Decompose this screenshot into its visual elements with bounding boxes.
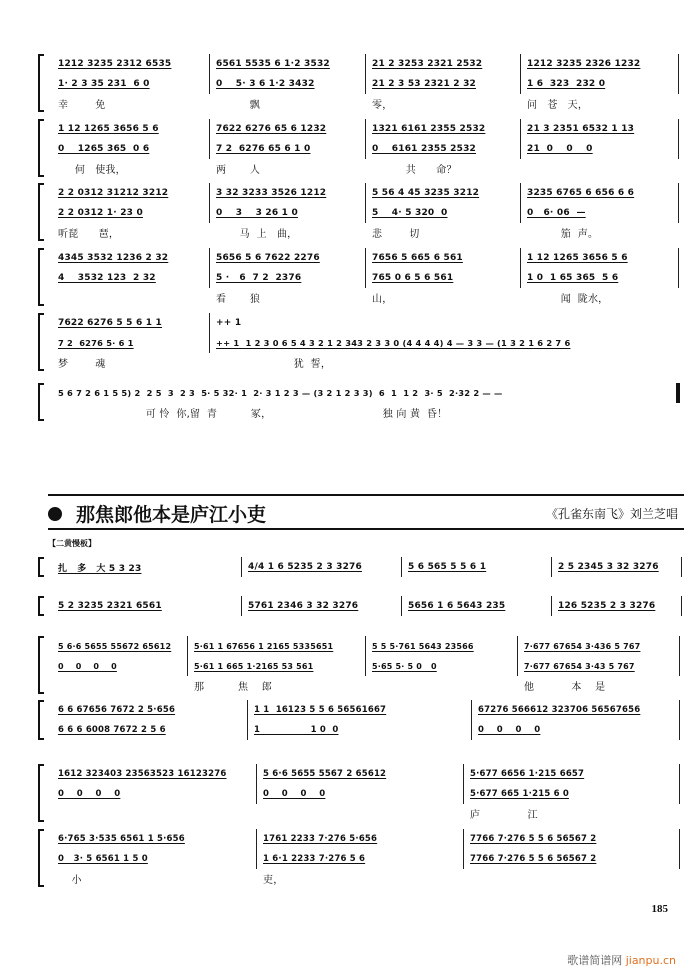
upper-staff xyxy=(52,313,680,333)
lyric: 零， xyxy=(372,99,393,111)
measure: 21 0 0 0 xyxy=(521,139,679,159)
measure: 0 3 3 26 1 0 xyxy=(210,203,366,223)
system-bracket xyxy=(38,764,44,822)
system-bracket xyxy=(38,248,44,306)
measure: 21 2 3 53 2321 2 32 xyxy=(366,74,521,94)
measure: 5 6·6 5655 5567 2 65612 xyxy=(257,764,464,784)
upper-staff xyxy=(52,183,680,203)
measure: 1612 323403 23563523 16123276 xyxy=(52,764,257,784)
lyrics xyxy=(52,159,680,177)
measure: 1212 3235 2326 1232 xyxy=(521,54,679,74)
page-number: 185 xyxy=(651,903,668,915)
lyric: 庐 江 xyxy=(470,809,538,821)
measure: 7 2 6276 65 6 1 0 xyxy=(210,139,366,159)
lyric: 何 使我， xyxy=(58,164,126,176)
measure: 6 6 67656 7672 2 5·656 xyxy=(52,700,248,720)
measure: 1 1 16123 5 5 6 56561667 xyxy=(248,700,472,720)
score-system-8 xyxy=(38,596,680,616)
lyric: 看 狼 xyxy=(216,293,261,305)
score-system-7 xyxy=(38,557,680,577)
measure: 5 6 7 2 6 1 5 5) 2 2 5 3 2 3 5· 5 32· 1 2· 3 1 2 3 — (3 2 1 2 3 3) 6 1 1 2 3· 5 2·32 2 — — xyxy=(52,383,680,403)
measure: 扎 多 大 5 3 23 xyxy=(52,557,242,577)
divider xyxy=(48,494,684,496)
score-system-10 xyxy=(38,700,680,740)
lyrics xyxy=(52,223,680,241)
system-bracket xyxy=(38,700,44,740)
measure: 7622 6276 65 6 1232 xyxy=(210,119,366,139)
measure: 21 2 3253 2321 2532 xyxy=(366,54,521,74)
upper-staff xyxy=(52,636,680,656)
system-bracket xyxy=(38,636,44,694)
measure: 5 6·6 5655 55672 65612 xyxy=(52,636,188,656)
lyrics xyxy=(52,94,680,112)
measure: 7 2 6276 5· 6 1 xyxy=(52,333,210,353)
lyric: 那 焦 郎 xyxy=(194,681,272,693)
measure: 5 4· 5 320 0 xyxy=(366,203,521,223)
measure: 6561 5535 6 1·2 3532 xyxy=(210,54,366,74)
system-bracket xyxy=(38,183,44,241)
lower-staff xyxy=(52,656,680,676)
lyric: 马 上 曲， xyxy=(216,228,298,240)
measure: 5·677 665 1·215 6 0 xyxy=(464,784,680,804)
lyric: 可 怜 你,留 青 冢， 独 向 黄 昏！ xyxy=(58,408,448,420)
lyric: 吏， xyxy=(263,874,284,886)
lyric: 悲 切 xyxy=(372,228,420,240)
measure: 67276 566612 323706 56567656 xyxy=(472,700,680,720)
lower-staff xyxy=(52,720,680,740)
lyric xyxy=(52,676,188,694)
lower-staff xyxy=(52,784,680,804)
lyric: 小 xyxy=(58,874,82,886)
watermark-cn: 歌谱简谱网 xyxy=(567,954,623,967)
measure: ++ 1 xyxy=(216,318,242,328)
lyric: 山， xyxy=(372,293,393,305)
measure: 4 3532 123 2 32 xyxy=(52,268,210,288)
lyric xyxy=(521,159,679,177)
system-bracket xyxy=(38,829,44,887)
lower-staff xyxy=(52,849,680,869)
watermark-url: jianpu.cn xyxy=(625,954,676,967)
lyric xyxy=(366,676,518,694)
lyrics xyxy=(52,353,680,371)
measure: 0 6· 06 — xyxy=(521,203,679,223)
system-bracket xyxy=(38,557,44,577)
measure: 5656 1 6 5643 235 xyxy=(402,596,552,616)
measure: 7766 7·276 5 5 6 56567 2 xyxy=(464,829,680,849)
upper-staff xyxy=(52,700,680,720)
lyric: 他 本 是 xyxy=(524,681,606,693)
measure: ++ 1 1 2 3 0 6 5 4 3 2 1 2 343 2 3 3 0 (4 4 4 4) 4 — 3 3 — (1 3 2 1 6 2 7 6 xyxy=(216,338,571,348)
measure: 7622 6276 5 5 6 1 1 xyxy=(52,313,210,333)
measure: 1· 2 3 35 231 6 0 xyxy=(52,74,210,94)
system-bracket xyxy=(38,119,44,177)
tempo-mode: 【二黄慢板】 xyxy=(48,539,96,548)
measure: 0 0 0 0 xyxy=(52,784,257,804)
lower-staff xyxy=(52,268,680,288)
measure: 0 3· 5 6561 1 5 0 xyxy=(52,849,257,869)
measure: 0 5· 3 6 1·2 3432 xyxy=(210,74,366,94)
score-system-2 xyxy=(38,119,680,177)
system-bracket xyxy=(38,596,44,616)
score-system-3 xyxy=(38,183,680,241)
measure: 1761 2233 7·276 5·656 xyxy=(257,829,464,849)
song-title xyxy=(48,500,266,527)
lyric xyxy=(52,288,210,306)
measure: 2 2 0312 31212 3212 xyxy=(52,183,210,203)
measure: 7·677 67654 3·43 5 767 xyxy=(518,656,680,676)
upper-staff xyxy=(52,248,680,268)
lyric: 笳 声。 xyxy=(527,228,599,240)
lyrics xyxy=(52,676,680,694)
measure: 4/4 1 6 5235 2 3 3276 xyxy=(242,557,402,577)
lyric: 闻 陇水， xyxy=(527,293,609,305)
staff xyxy=(52,596,680,616)
lyrics xyxy=(52,403,680,421)
lyric: 犹 誓， xyxy=(216,358,332,370)
song-source: 《孔雀东南飞》刘兰芝唱 xyxy=(545,507,678,521)
measure: 5761 2346 3 32 3276 xyxy=(242,596,402,616)
measure: 0 0 0 0 xyxy=(257,784,464,804)
measure: 1 0 1 65 365 5 6 xyxy=(521,268,679,288)
lyrics xyxy=(52,804,680,822)
measure: 0 0 0 0 xyxy=(52,656,188,676)
measure: 0 6161 2355 2532 xyxy=(366,139,521,159)
lyric xyxy=(257,804,464,822)
system-bracket xyxy=(38,313,44,371)
measure: 1 12 1265 3656 5 6 xyxy=(52,119,210,139)
measure: 1321 6161 2355 2532 xyxy=(366,119,521,139)
divider xyxy=(48,528,684,530)
upper-staff xyxy=(52,54,680,74)
score-system-4 xyxy=(38,248,680,306)
system-bracket xyxy=(38,383,44,421)
measure: 3 32 3233 3526 1212 xyxy=(210,183,366,203)
staff xyxy=(52,557,680,577)
upper-staff xyxy=(52,829,680,849)
measure: 2 2 0312 1· 23 0 xyxy=(52,203,210,223)
lyric xyxy=(52,804,257,822)
score-system-1 xyxy=(38,54,680,112)
lower-staff xyxy=(52,333,680,353)
bullet-icon xyxy=(48,507,62,521)
measure: 5 · 6 7 2 2376 xyxy=(210,268,366,288)
score-system-9 xyxy=(38,636,680,694)
score-system-12 xyxy=(38,829,680,887)
score-system-6 xyxy=(38,383,680,421)
lyric: 听琵 琶， xyxy=(58,228,120,240)
measure: 6·765 3·535 6561 1 5·656 xyxy=(52,829,257,849)
measure: 0 0 0 0 xyxy=(472,720,680,740)
measure: 5 5 5·761 5643 23566 xyxy=(366,636,518,656)
upper-staff xyxy=(52,119,680,139)
lyric xyxy=(464,869,680,887)
measure: 126 5235 2 3 3276 xyxy=(552,596,682,616)
measure: 5 56 4 45 3235 3212 xyxy=(366,183,521,203)
measure: 6 6 6 6008 7672 2 5 6 xyxy=(52,720,248,740)
score-system-11 xyxy=(38,764,680,822)
lyric: 飘 xyxy=(216,99,260,111)
lyric: 梦 魂 xyxy=(58,358,106,370)
lower-staff xyxy=(52,139,680,159)
measure: 7766 7·276 5 5 6 56567 2 xyxy=(464,849,680,869)
lyrics xyxy=(52,288,680,306)
lyric: 两 人 xyxy=(216,164,261,176)
upper-staff xyxy=(52,764,680,784)
score-system-5 xyxy=(38,313,680,371)
measure: 7656 5 665 6 561 xyxy=(366,248,521,268)
song-title-text: 那焦郎他本是庐江小吏 xyxy=(76,504,267,526)
measure: 1 12 1265 3656 5 6 xyxy=(521,248,679,268)
watermark xyxy=(567,952,676,968)
staff xyxy=(52,383,680,403)
measure: 2 5 2345 3 32 3276 xyxy=(552,557,682,577)
measure: 5·61 1 67656 1 2165 5335651 xyxy=(188,636,366,656)
measure: 3235 6765 6 656 6 6 xyxy=(521,183,679,203)
lyric: 幸 免 xyxy=(58,99,106,111)
measure: 1212 3235 2312 6535 xyxy=(52,54,210,74)
lyric: 共 命？ xyxy=(372,164,457,176)
measure: 0 1265 365 0 6 xyxy=(52,139,210,159)
measure: 5·65 5· 5 0 0 xyxy=(366,656,518,676)
measure: 765 0 6 5 6 561 xyxy=(366,268,521,288)
measure: 5 6 565 5 5 6 1 xyxy=(402,557,552,577)
measure: 5·677 6656 1·215 6657 xyxy=(464,764,680,784)
measure: 5·61 1 665 1·2165 53 561 xyxy=(188,656,366,676)
measure: 5 2 3235 2321 6561 xyxy=(52,596,242,616)
measure: 1 1 0 0 xyxy=(248,720,472,740)
system-bracket xyxy=(38,54,44,112)
measure: 21 3 2351 6532 1 13 xyxy=(521,119,679,139)
measure: 5656 5 6 7622 2276 xyxy=(210,248,366,268)
measure: 1 6 323 232 0 xyxy=(521,74,679,94)
measure: 1 6·1 2233 7·276 5 6 xyxy=(257,849,464,869)
lower-staff xyxy=(52,203,680,223)
measure: 4345 3532 1236 2 32 xyxy=(52,248,210,268)
lower-staff xyxy=(52,74,680,94)
lyrics xyxy=(52,869,680,887)
lyric: 问 苍 天， xyxy=(527,99,589,111)
measure: 7·677 67654 3·436 5 767 xyxy=(518,636,680,656)
